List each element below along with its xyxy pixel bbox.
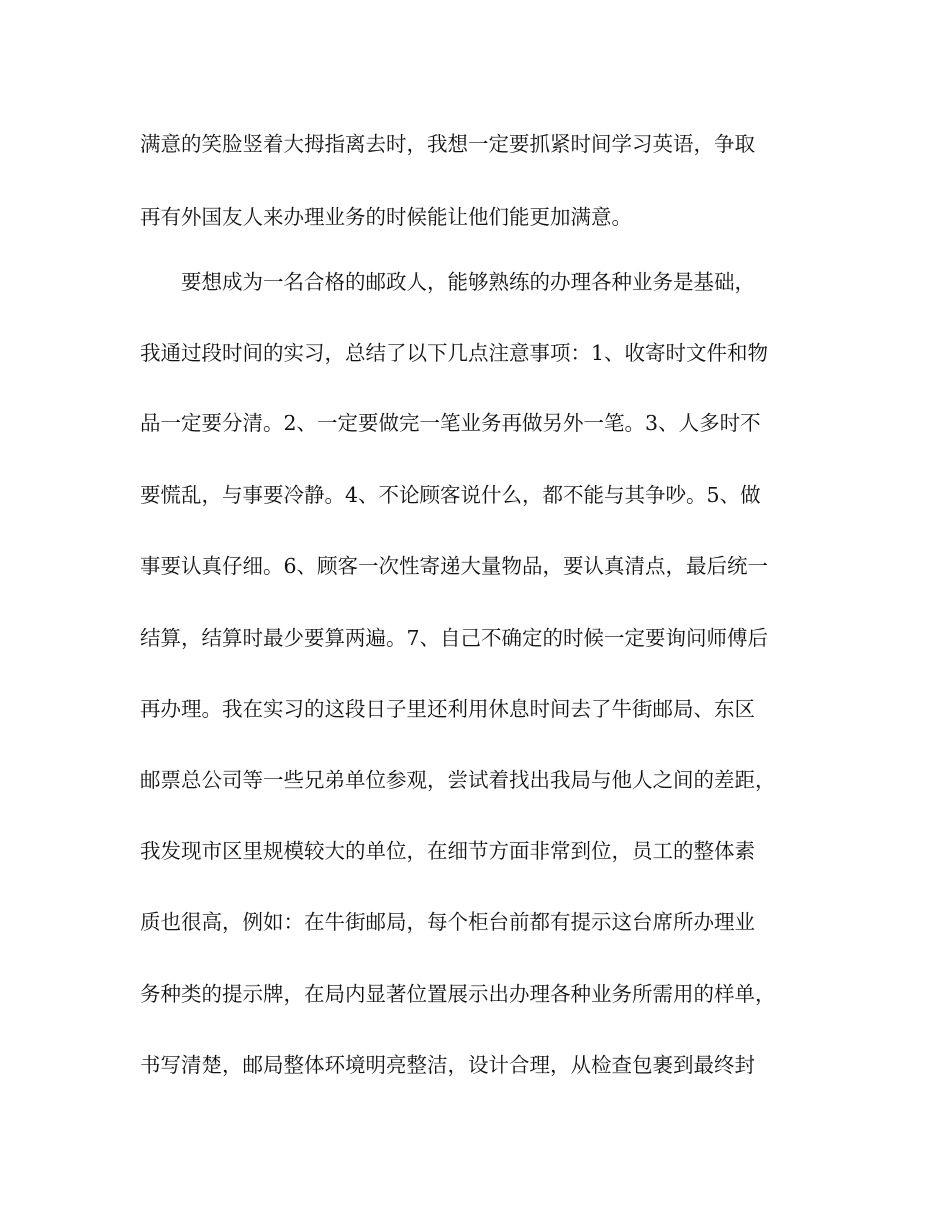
- text-line: 质也很高，例如：在牛街邮局，每个柜台前都有提示这台席所办理业: [140, 910, 755, 934]
- text-line: 我发现市区里规模较大的单位，在细节方面非常到位，员工的整体素: [140, 839, 755, 863]
- text-line: 务种类的提示牌，在局内显著位置展示出办理各种业务所需用的样单，: [140, 982, 776, 1006]
- text-line: 结算，结算时最少要算两遍。7、自己不确定的时候一定要询问师傅后: [140, 626, 769, 650]
- text-line: 要想成为一名合格的邮政人，能够熟练的办理各种业务是基础，: [140, 270, 755, 294]
- text-line: 再办理。我在实习的这段日子里还利用休息时间去了牛街邮局、东区: [140, 697, 755, 721]
- text-line: 我通过段时间的实习，总结了以下几点注意事项：1、收寄时文件和物: [140, 341, 769, 365]
- text-line: 品一定要分清。2、一定要做完一笔业务再做另外一笔。3、人多时不: [140, 411, 761, 435]
- text-line: 要慌乱，与事要冷静。4、不论顾客说什么，都不能与其争吵。5、做: [140, 483, 761, 507]
- text-line: 书写清楚，邮局整体环境明亮整洁，设计合理，从检查包裹到最终封: [140, 1053, 755, 1077]
- text-line: 事要认真仔细。6、顾客一次性寄递大量物品，要认真清点，最后统一: [140, 554, 769, 578]
- text-line: 再有外国友人来办理业务的时候能让他们能更加满意。: [140, 205, 632, 229]
- text-line: 满意的笑脸竖着大拇指离去时，我想一定要抓紧时间学习英语，争取: [140, 132, 755, 156]
- text-line: 邮票总公司等一些兄弟单位参观，尝试着找出我局与他人之间的差距，: [140, 768, 776, 792]
